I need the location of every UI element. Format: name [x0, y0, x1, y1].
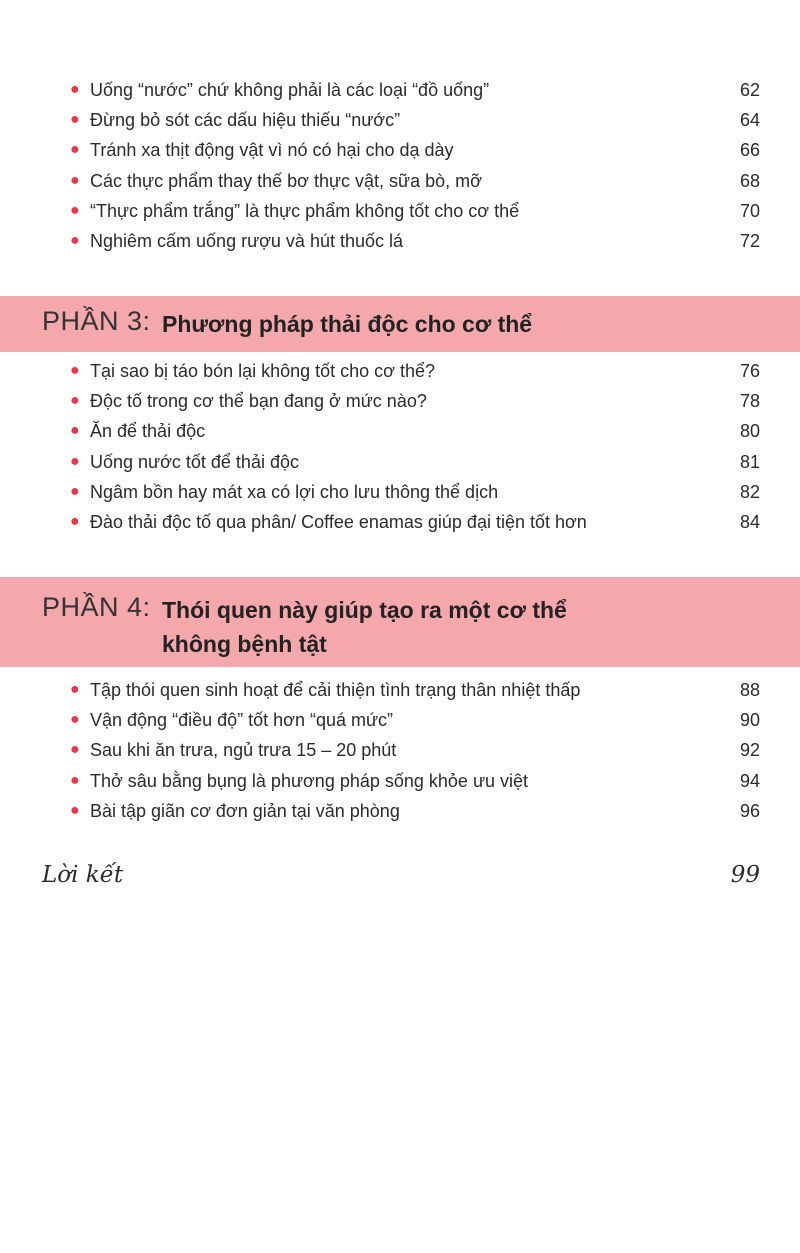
section-header-part3[interactable]: [0, 296, 800, 352]
toc-entry[interactable]: [0, 735, 800, 765]
entry-title: Vận động “điều độ” tốt hơn “quá mức”: [90, 710, 394, 731]
toc-entry[interactable]: [0, 356, 800, 386]
bullet-icon: ●: [70, 452, 80, 470]
bullet-icon: ●: [70, 201, 80, 219]
bullet-icon: ●: [70, 141, 80, 159]
entry-page: 80: [739, 421, 760, 442]
bullet-icon: ●: [70, 482, 80, 500]
entry-title: Độc tố trong cơ thể bạn đang ở mức nào?: [90, 391, 427, 412]
entry-page: 62: [739, 80, 760, 100]
entry-page: 82: [739, 481, 760, 502]
entry-page: 94: [739, 770, 760, 791]
closing-title: Lời kết: [42, 862, 124, 888]
bullet-icon: ●: [70, 392, 80, 410]
bullet-icon: ●: [70, 422, 80, 440]
entry-title: Tập thói quen sinh hoạt để cải thiện tình trạng thân nhiệt thấp: [90, 680, 581, 700]
entry-page: 68: [739, 170, 760, 191]
closing-page: 99: [730, 862, 760, 888]
toc-entry[interactable]: [0, 766, 800, 796]
toc-part4-list: [0, 675, 800, 826]
section-title-line2: không bệnh tật: [162, 631, 327, 657]
bullet-icon: ●: [70, 681, 80, 698]
toc-entry[interactable]: [0, 796, 800, 826]
entry-title: Sau khi ăn trưa, ngủ trưa 15 – 20 phút: [90, 740, 397, 761]
toc-entry[interactable]: [0, 416, 800, 446]
bullet-icon: ●: [70, 711, 80, 729]
entry-page: 88: [739, 680, 760, 700]
entry-page: 70: [739, 200, 760, 221]
toc-entry[interactable]: [0, 507, 800, 537]
entry-title: Ngâm bồn hay mát xa có lợi cho lưu thông thể dịch: [90, 481, 499, 502]
bullet-icon: ●: [70, 801, 80, 819]
toc-entry[interactable]: [0, 75, 800, 105]
toc-part3-list: [0, 356, 800, 537]
entry-page: 76: [739, 361, 760, 381]
bullet-icon: ●: [70, 81, 80, 98]
bullet-icon: ●: [70, 171, 80, 189]
entry-title: Bài tập giãn cơ đơn giản tại văn phòng: [90, 800, 400, 821]
entry-page: 78: [739, 391, 760, 412]
entry-page: 81: [739, 451, 760, 472]
toc-entry[interactable]: [0, 477, 800, 507]
toc-entry[interactable]: [0, 447, 800, 477]
toc-entry[interactable]: [0, 166, 800, 196]
section-number: PHẦN 4:: [42, 592, 151, 622]
toc-entry[interactable]: [0, 196, 800, 226]
entry-page: 90: [739, 710, 760, 731]
entry-title: Đừng bỏ sót các dấu hiệu thiếu “nước”: [90, 110, 401, 131]
entry-page: 96: [739, 800, 760, 821]
entry-title: Tránh xa thịt động vật vì nó có hại cho dạ dày: [90, 140, 454, 161]
toc-part2-list: [0, 75, 800, 256]
entry-title: Thở sâu bằng bụng là phương pháp sống khỏe ưu việt: [90, 770, 529, 791]
toc-entry[interactable]: [0, 135, 800, 165]
entry-title: Đào thải độc tố qua phân/ Coffee enamas giúp đại tiện tốt hơn: [90, 511, 587, 532]
entry-title: Ăn để thải độc: [90, 421, 206, 442]
toc-entry[interactable]: [0, 675, 800, 705]
bullet-icon: ●: [70, 362, 80, 379]
bullet-icon: ●: [70, 771, 80, 789]
entry-page: 84: [739, 511, 760, 532]
entry-title: “Thực phẩm trắng” là thực phẩm không tốt cho cơ thể: [90, 200, 520, 221]
entry-title: Uống nước tốt để thải độc: [90, 451, 299, 472]
section-title-line1: Thói quen này giúp tạo ra một cơ thể: [162, 597, 567, 623]
section-title: Phương pháp thải độc cho cơ thể: [162, 311, 533, 337]
toc-entry[interactable]: [0, 226, 800, 256]
entry-page: 64: [739, 110, 760, 131]
toc-closing-entry[interactable]: [42, 862, 760, 896]
entry-page: 66: [739, 140, 760, 161]
toc-entry[interactable]: [0, 105, 800, 135]
bullet-icon: ●: [70, 741, 80, 759]
entry-page: 92: [739, 740, 760, 761]
bullet-icon: ●: [70, 231, 80, 249]
bullet-icon: ●: [70, 111, 80, 129]
entry-title: Tại sao bị táo bón lại không tốt cho cơ thể?: [90, 361, 436, 381]
entry-page: 72: [739, 230, 760, 251]
section-number: PHẦN 3:: [42, 306, 151, 336]
bullet-icon: ●: [70, 512, 80, 530]
entry-title: Nghiêm cấm uống rượu và hút thuốc lá: [90, 230, 404, 251]
entry-title: Các thực phẩm thay thế bơ thực vật, sữa bò, mỡ: [90, 170, 482, 191]
toc-entry[interactable]: [0, 705, 800, 735]
entry-title: Uống “nước” chứ không phải là các loại “đồ uống”: [90, 80, 490, 100]
toc-entry[interactable]: [0, 386, 800, 416]
section-header-part4[interactable]: [0, 577, 800, 667]
